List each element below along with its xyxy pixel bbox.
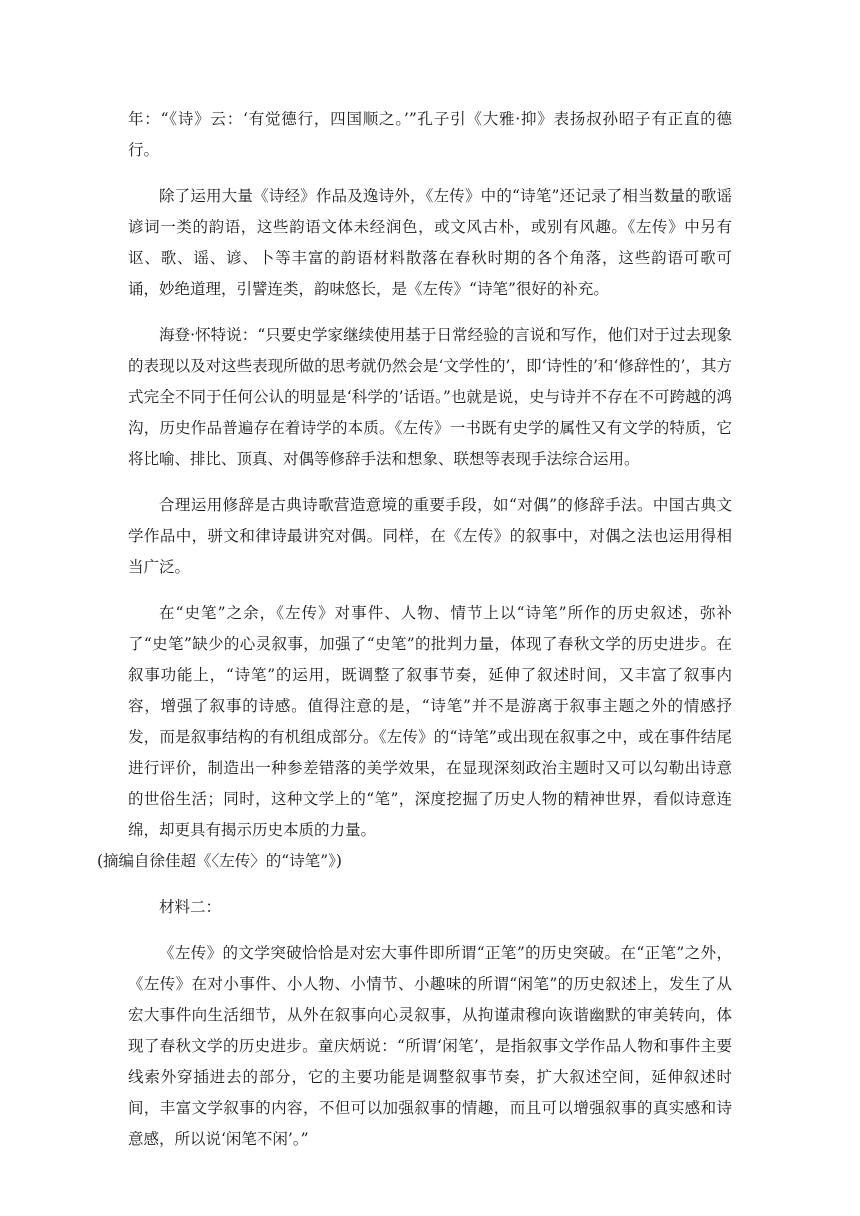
text-line: 全不同于任何公认的明显是‘科学的’话语。”也就是说，史与诗并不存在不可跨越的鸿沟， [128,388,732,437]
text-line: 上，“诗笔”的运用，既调整了叙事节奏，延伸了叙述时间，又丰富了叙事内容，增强了叙事 [128,666,732,715]
text-line: 的部分，它的主要功能是调整叙事节奏，扩大叙述空间，延伸叙述时间，丰富文学叙事的内 [128,1068,732,1117]
text-line: 向生活细节，从外在叙事向心灵叙事，从拘谨肃穆向诙谐幽默的审美转向，体现了春秋文学 [128,1006,732,1055]
paragraph-2 [128,320,732,475]
text-line: 笔”缺少的心灵叙事，加强了“史笔”的批判力量，体现了春秋文学的历史进步。在叙事功能 [128,635,732,684]
text-line: 传》在对小事件、小人物、小情节、小趣味的所谓“闲笔”的历史叙述上，发生了从宏大事件 [128,975,732,1024]
text-line: 历史作品普遍存在着诗学的本质。《左传》一书既有史学的属性又有文学的特质，它将比喻、 [128,419,732,468]
paragraph-5 [128,892,732,923]
paragraph-4 [97,598,732,877]
text-line: 差错落的美学效果，在显现深刻政治主题时又可以勾勒出诗意的世俗生活；同时，这种文学 [128,759,732,808]
text-line: 的历史进步。童庆炳说：“所谓‘闲笔’，是指叙事文学作品人物和事件主要线索外穿插进去 [128,1037,732,1086]
text-line: 词一类的韵语，这些韵语文体未经润色，或文风古朴，或别有风趣。《左传》中另有讴、歌、 [128,218,732,267]
text-line: 的诗感。值得注意的是，“诗笔”并不是游离于叙事主题之外的情感抒发，而是叙事结构的有 [128,697,732,746]
text-line: 排比、顶真、对偶等修辞手法和想象、联想等表现手法综合运用。 [190,450,640,468]
document-body [97,104,732,1155]
section-heading: 材料二： [159,898,222,916]
text-line: 引譬连类，韵味悠长，是《左传》“诗笔”很好的补充。 [236,280,609,298]
text-line: 《左传》的文学突破恰恰是对宏大事件即所谓“正笔”的历史突破。在“正笔”之外，《左 [128,944,732,993]
text-line: 除了运用大量《诗经》作品及逸诗外，《左传》中的“诗笔”还记录了相当数量的歌谣谚 [128,187,732,236]
paragraph-3 [128,490,732,583]
text-line: 机组成部分。《左传》的“诗笔”或出现在叙事之中，或在事件结尾进行评价，制造出一种参 [128,728,732,777]
text-line: 容，不但可以加强叙事的情趣，而且可以增强叙事的真实感和诗意感，所以说‘闲笔不闲’。” [128,1099,732,1148]
text-line: 品中，骈文和律诗最讲究对偶。同样，在《左传》的叙事中，对偶之法也运用得相当广泛。 [128,527,732,576]
text-line: 表现以及对这些表现所做的思考就仍然会是‘文学性的’，即‘诗性的’和‘修辞性的’，其方式完 [128,357,732,406]
paragraph-0 [128,104,732,166]
paragraph-1 [128,181,732,305]
text-line: 上的“笔”，深度挖掘了历史人物的精神世界，看似诗意连绵，却更具有揭示历史本质的力量。 [128,790,732,839]
text-line: 年：“《诗》云：‘有觉德行，四国顺之。’”孔子引《大雅·抑》表扬叔孙昭子有正直的德行。 [128,110,732,159]
text-line: 合理运用修辞是古典诗歌营造意境的重要手段，如“对偶”的修辞手法。中国古典文学作 [128,496,732,545]
text-line: 谣、谚、卜等丰富的韵语材料散落在春秋时期的各个角落，这些韵语可歌可诵，妙绝道理， [128,249,732,298]
paragraph-6 [128,938,732,1155]
source-citation: (摘编自徐佳超《〈左传〉的“诗笔”》) [97,852,342,870]
text-line: 海登·怀特说：“只要史学家继续使用基于日常经验的言说和写作，他们对于过去现象的 [128,326,732,375]
text-line: 在“史笔”之余，《左传》对事件、人物、情节上以“诗笔”所作的历史叙述，弥补了“史 [128,604,732,653]
